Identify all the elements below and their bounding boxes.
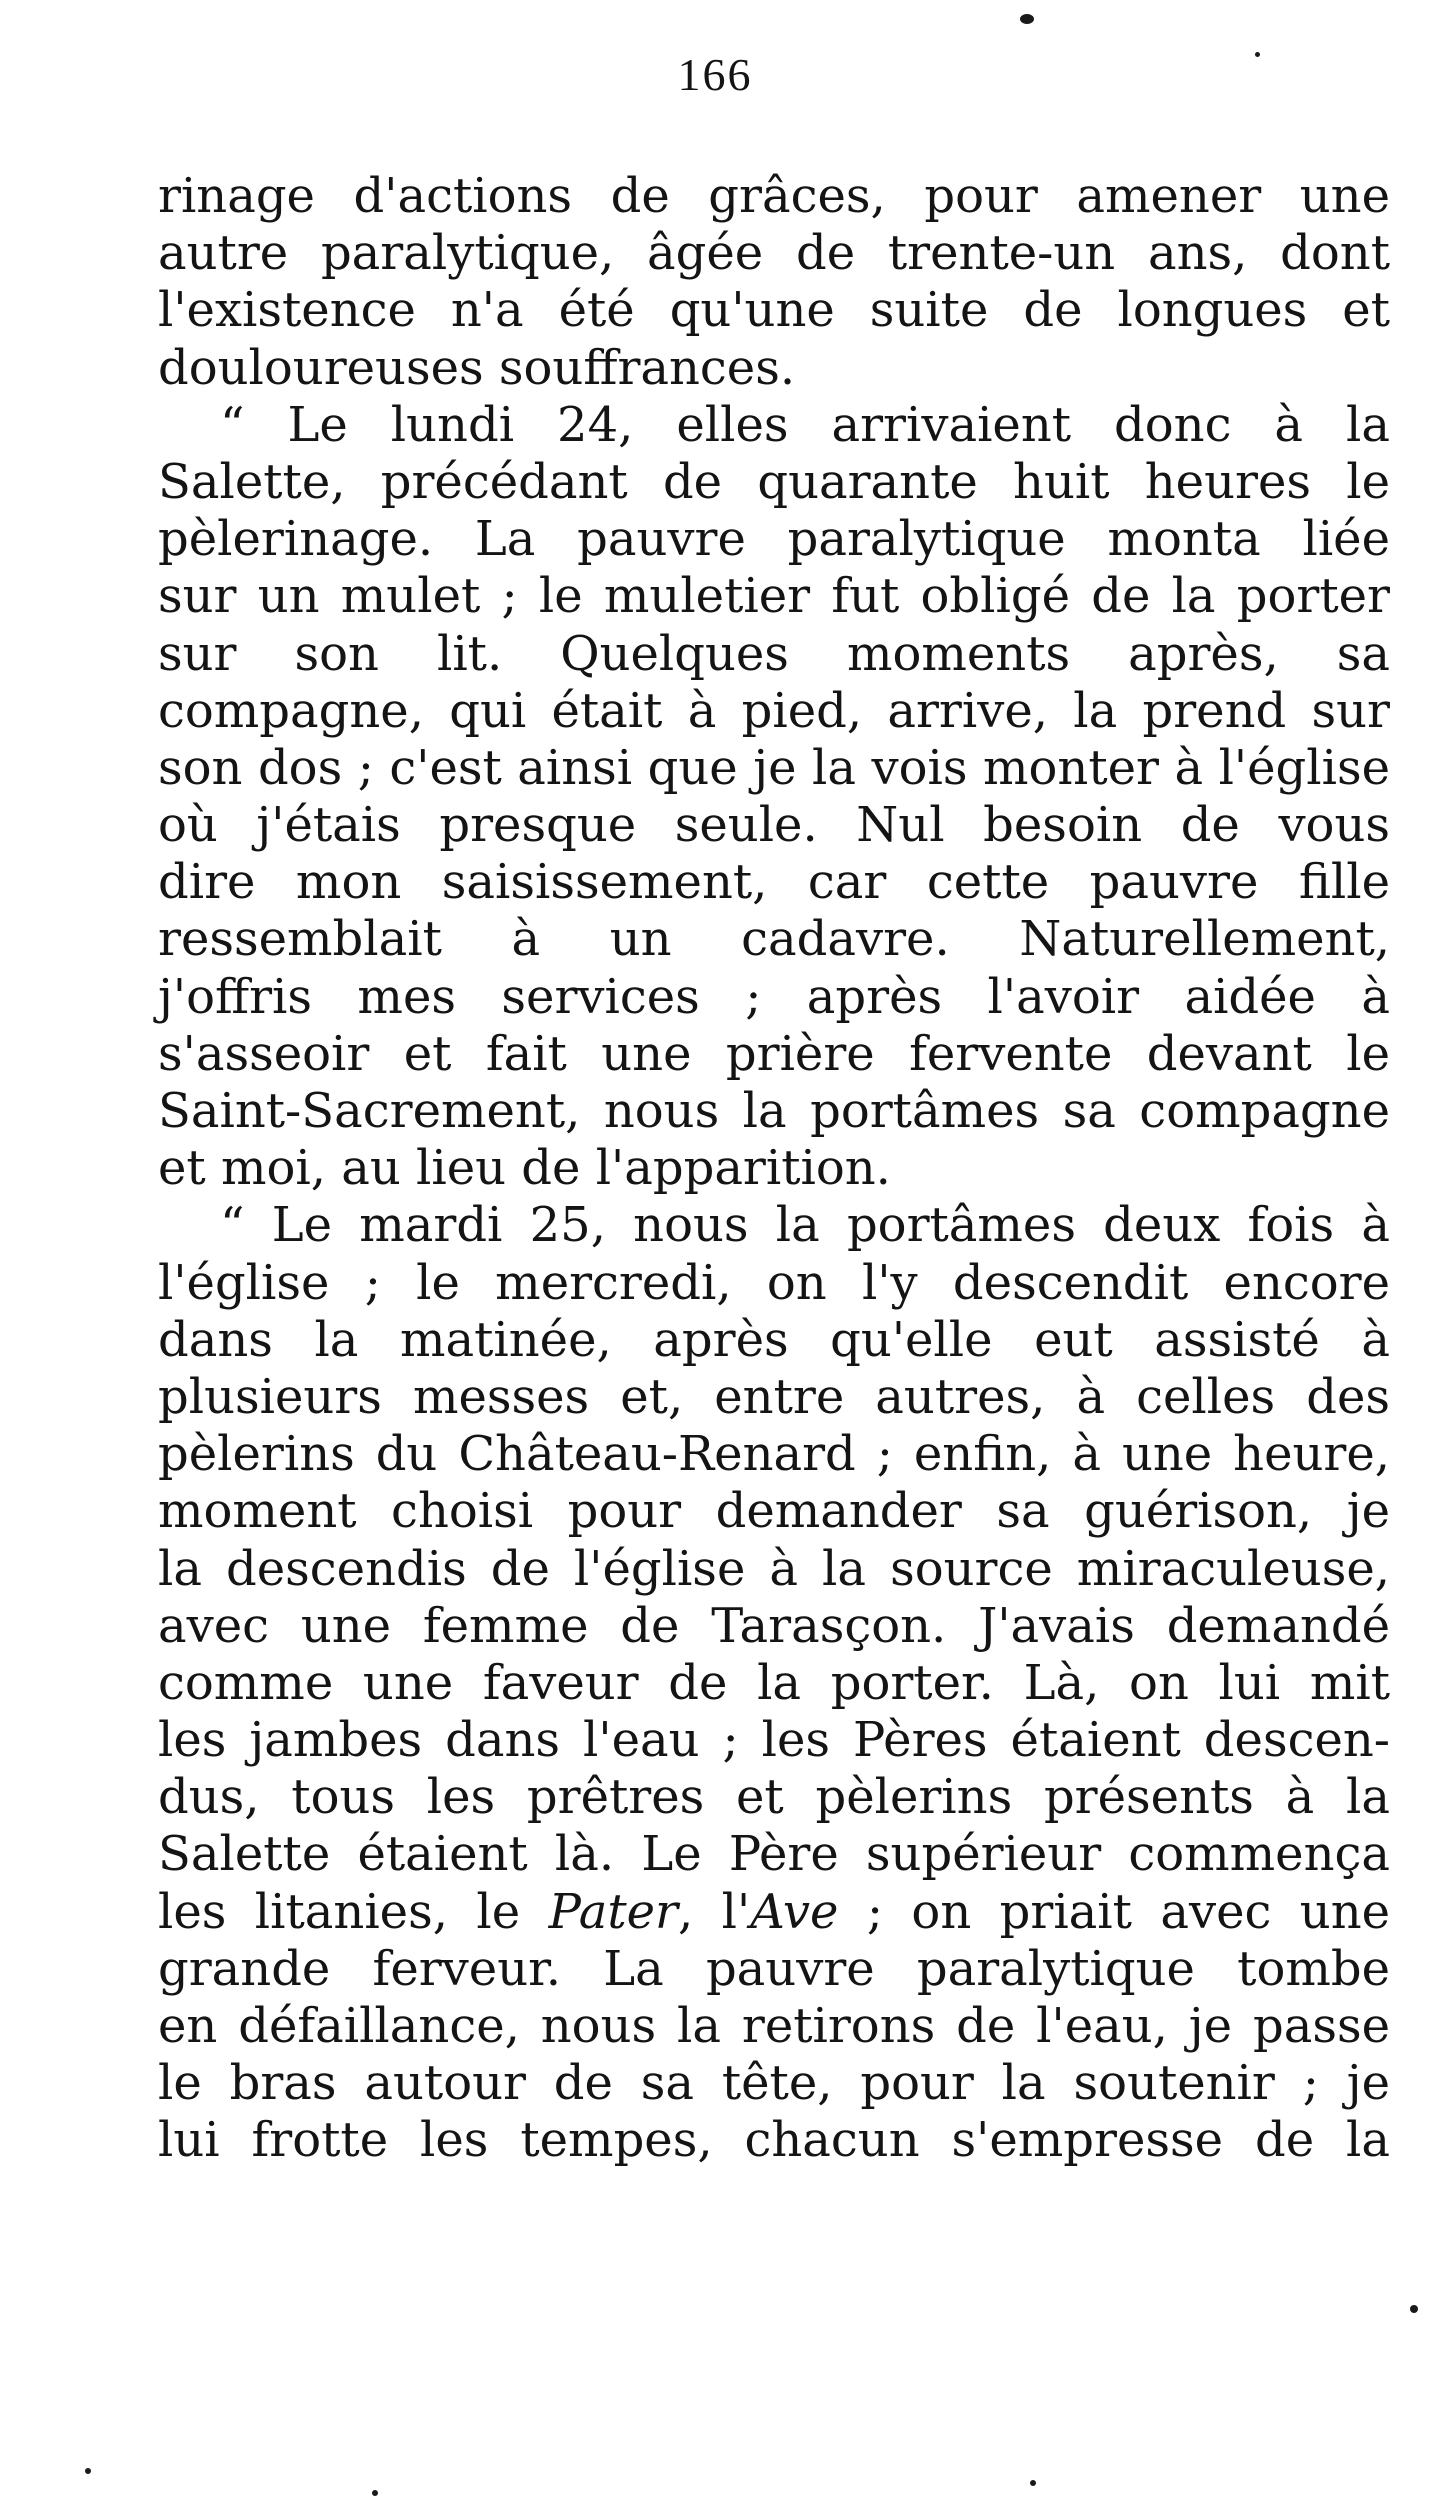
scan-speck bbox=[1020, 14, 1034, 24]
text-line: le bras autour de sa tête, pour la soutenir ; je bbox=[158, 2055, 1390, 2112]
text-line: avec une femme de Tarasçon. J'avais demandé bbox=[158, 1597, 1390, 1654]
text-line bbox=[158, 1884, 1390, 1941]
text-line: autre paralytique, âgée de trente-un ans, dont bbox=[158, 225, 1390, 282]
text-line: sur son lit. Quelques moments après, sa bbox=[158, 625, 1390, 682]
scan-speck bbox=[372, 2490, 378, 2496]
text-line: rinage d'actions de grâces, pour amener une bbox=[158, 168, 1390, 224]
text-line: grande ferveur. La pauvre paralytique tombe bbox=[158, 1940, 1390, 1997]
text-line: l'église ; le mercredi, on l'y descendit encore bbox=[158, 1254, 1390, 1311]
text-run: , l' bbox=[677, 1883, 751, 1940]
scan-speck bbox=[1410, 2305, 1418, 2313]
latin-word-ave: Ave bbox=[750, 1883, 839, 1940]
text-line: son dos ; c'est ainsi que je la vois monter à l'église bbox=[158, 739, 1390, 796]
text-line: compagne, qui était à pied, arrive, la prend sur bbox=[158, 682, 1390, 739]
text-line: les jambes dans l'eau ; les Pères étaient descen- bbox=[158, 1712, 1390, 1769]
text-line: moment choisi pour demander sa guérison, je bbox=[158, 1483, 1390, 1540]
text-line: Salette, précédant de quarante huit heures le bbox=[158, 453, 1390, 510]
scan-speck bbox=[1030, 2480, 1036, 2486]
text-line: s'asseoir et fait une prière fervente devant le bbox=[158, 1025, 1390, 1082]
text-line: Salette étaient là. Le Père supérieur commença bbox=[158, 1826, 1390, 1883]
text-line: l'existence n'a été qu'une suite de longues et bbox=[158, 282, 1390, 339]
text-line: dans la matinée, après qu'elle eut assisté à bbox=[158, 1311, 1390, 1368]
text-line: douloureuses souffrances. bbox=[158, 339, 796, 396]
text-line: “ Le mardi 25, nous la portâmes deux fois à bbox=[220, 1197, 1390, 1254]
text-line: pèlerinage. La pauvre paralytique monta liée bbox=[158, 511, 1390, 568]
latin-word-pater: Pater bbox=[548, 1883, 678, 1940]
text-line: en défaillance, nous la retirons de l'eau, je passe bbox=[158, 1998, 1390, 2054]
text-line: dus, tous les prêtres et pèlerins présents à la bbox=[158, 1769, 1390, 1826]
text-line: la descendis de l'église à la source miraculeuse, bbox=[158, 1540, 1390, 1597]
text-line: et moi, au lieu de l'apparition. bbox=[158, 1140, 891, 1197]
text-run: les litanies, le bbox=[158, 1883, 549, 1940]
text-run: ; on priait avec une bbox=[838, 1883, 1391, 1940]
page-number: 166 bbox=[677, 49, 753, 100]
text-line: où j'étais presque seule. Nul besoin de vous bbox=[158, 797, 1390, 854]
text-line: “ Le lundi 24, elles arrivaient donc à la bbox=[220, 396, 1390, 453]
text-line: comme une faveur de la porter. Là, on lui mit bbox=[158, 1654, 1390, 1711]
text-line: sur un mulet ; le muletier fut obligé de la porter bbox=[158, 568, 1390, 625]
text-line: j'offris mes services ; après l'avoir aidée à bbox=[158, 968, 1390, 1025]
text-line: lui frotte les tempes, chacun s'empresse de la bbox=[158, 2112, 1390, 2169]
text-line: plusieurs messes et, entre autres, à celles des bbox=[158, 1368, 1390, 1425]
scan-speck bbox=[1255, 52, 1260, 57]
body-text bbox=[158, 168, 1390, 2170]
text-line: ressemblait à un cadavre. Naturellement, bbox=[158, 911, 1390, 968]
text-line: dire mon saisissement, car cette pauvre fille bbox=[158, 854, 1390, 911]
text-line: Saint-Sacrement, nous la portâmes sa compagne bbox=[158, 1083, 1390, 1139]
text-line: pèlerins du Château-Renard ; enfin, à une heure, bbox=[158, 1426, 1390, 1483]
scan-speck bbox=[85, 2468, 91, 2474]
